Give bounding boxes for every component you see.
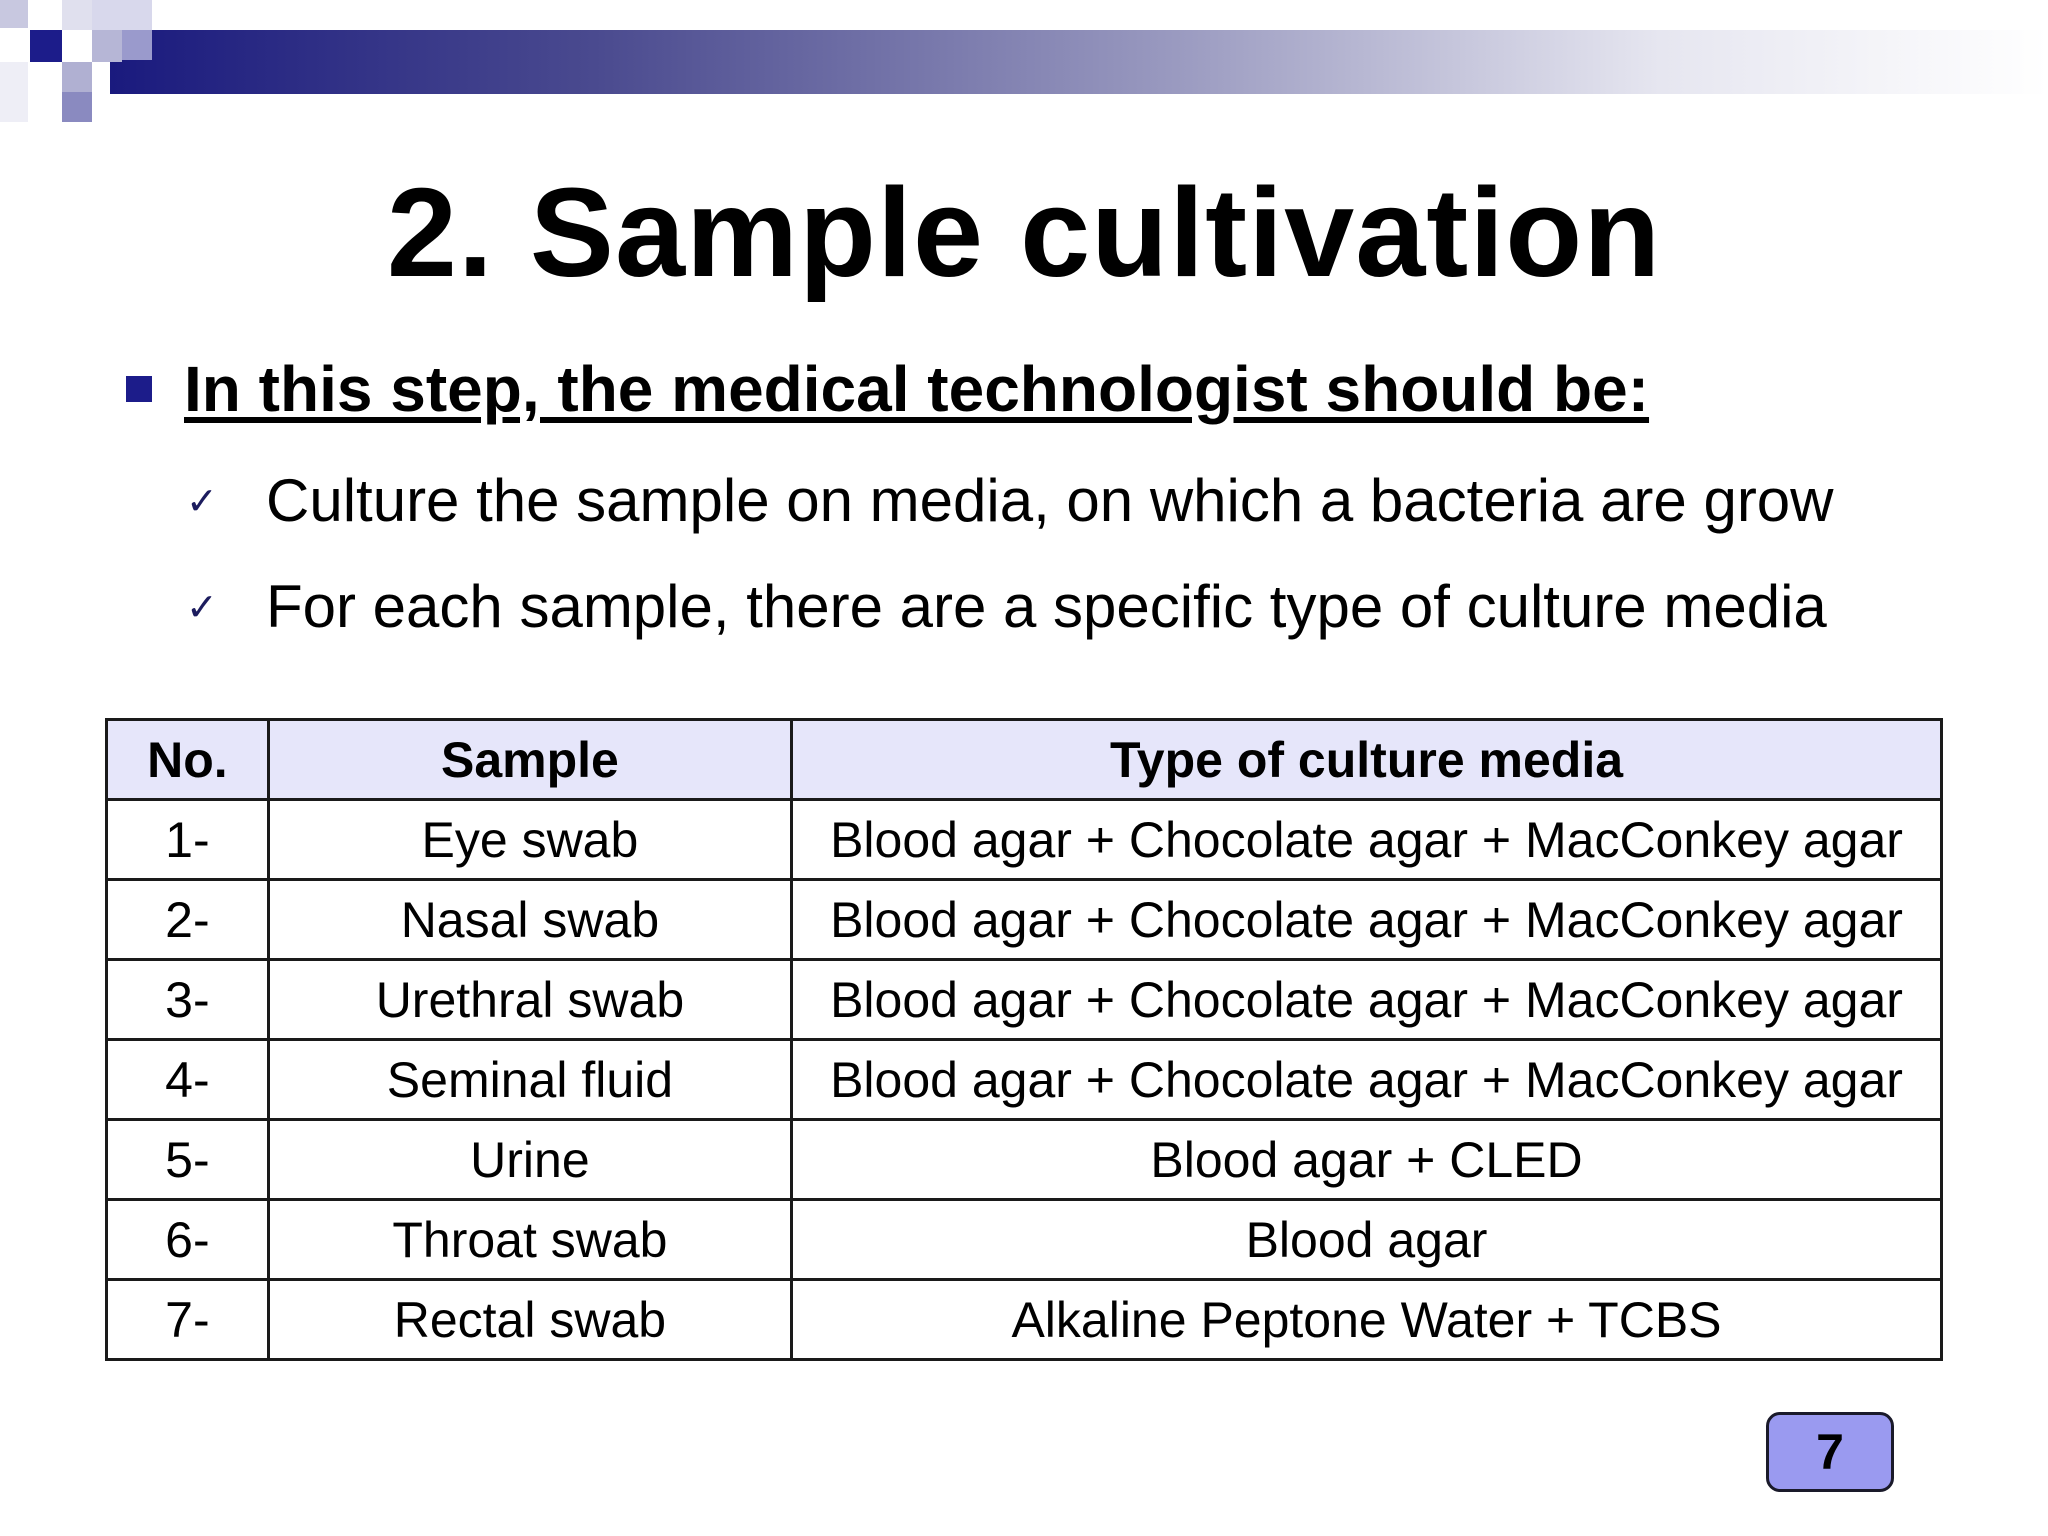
table-row: [107, 800, 1942, 880]
cell-media: Blood agar + Chocolate agar + MacConkey agar: [792, 880, 1942, 960]
cell-media: Blood agar: [792, 1200, 1942, 1280]
sub-point: [186, 466, 1834, 535]
decor-square: [62, 92, 92, 122]
culture-media-table: [105, 718, 1943, 1361]
cell-no: 3-: [107, 960, 269, 1040]
decor-square: [62, 62, 92, 92]
checkmark-icon: ✓: [186, 584, 218, 629]
decor-square: [0, 0, 28, 28]
sub-point-text: For each sample, there are a specific type of culture media: [266, 573, 1827, 640]
page-number-badge: 7: [1766, 1412, 1894, 1492]
decor-square: [30, 30, 62, 62]
cell-sample: Throat swab: [268, 1200, 791, 1280]
table-row: [107, 1040, 1942, 1120]
cell-sample: Nasal swab: [268, 880, 791, 960]
cell-no: 5-: [107, 1120, 269, 1200]
cell-media: Blood agar + Chocolate agar + MacConkey agar: [792, 1040, 1942, 1120]
sub-point-text: Culture the sample on media, on which a bacteria are grow: [266, 467, 1834, 534]
cell-sample: Rectal swab: [268, 1280, 791, 1360]
decor-square: [122, 30, 152, 60]
column-header-sample: Sample: [268, 720, 791, 800]
cell-no: 2-: [107, 880, 269, 960]
cell-no: 7-: [107, 1280, 269, 1360]
cell-sample: Urine: [268, 1120, 791, 1200]
table-row: [107, 1280, 1942, 1360]
decor-square: [62, 0, 92, 30]
sub-point: [186, 572, 1827, 641]
cell-no: 6-: [107, 1200, 269, 1280]
table-header-row: [107, 720, 1942, 800]
square-bullet-icon: [126, 376, 152, 402]
cell-no: 1-: [107, 800, 269, 880]
table-row: [107, 960, 1942, 1040]
column-header-no: No.: [107, 720, 269, 800]
header-gradient-bar: [110, 30, 2048, 94]
cell-media: Blood agar + CLED: [792, 1120, 1942, 1200]
decor-square: [92, 30, 122, 62]
table-row: [107, 1120, 1942, 1200]
column-header-media: Type of culture media: [792, 720, 1942, 800]
cell-media: Blood agar + Chocolate agar + MacConkey agar: [792, 960, 1942, 1040]
checkmark-icon: ✓: [186, 478, 218, 523]
decor-square: [0, 62, 28, 122]
cell-media: Blood agar + Chocolate agar + MacConkey agar: [792, 800, 1942, 880]
main-bullet: [126, 352, 1649, 426]
cell-no: 4-: [107, 1040, 269, 1120]
table-row: [107, 880, 1942, 960]
cell-sample: Urethral swab: [268, 960, 791, 1040]
bullet-heading: In this step, the medical technologist should be:: [184, 353, 1650, 425]
cell-sample: Seminal fluid: [268, 1040, 791, 1120]
slide-title: 2. Sample cultivation: [386, 162, 1662, 303]
table-row: [107, 1200, 1942, 1280]
cell-media: Alkaline Peptone Water + TCBS: [792, 1280, 1942, 1360]
cell-sample: Eye swab: [268, 800, 791, 880]
